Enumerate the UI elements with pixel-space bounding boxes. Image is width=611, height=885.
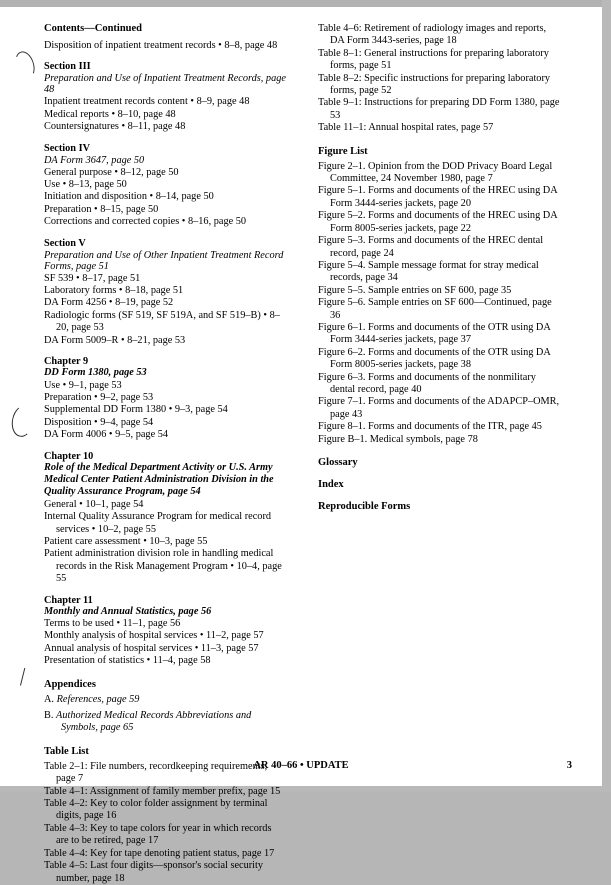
glossary-heading: Glossary [318, 457, 358, 468]
appendices-heading: Appendices [44, 678, 96, 690]
appendix-text: Authorized Medical Records Abbreviations and Symbols, page 65 [56, 710, 252, 734]
appendix-item [44, 694, 286, 706]
margin-mark-two [9, 403, 37, 439]
toc-entry: Laboratory forms • 8–18, page 51 [44, 285, 184, 297]
margin-mark-one [12, 49, 38, 81]
figure-list-entry: Figure 5–2. Forms and documents of the HREC using DA Form 8005-series jackets, page 22 [318, 210, 558, 234]
toc-entry: Use • 8–13, page 50 [44, 179, 127, 191]
chapter-title-11: Monthly and Annual Statistics, page 56 [44, 605, 212, 617]
table-list-entry: Table 8–2: Specific instructions for preparing laboratory forms, page 52 [318, 72, 551, 97]
toc-entry: Internal Quality Assurance Program for medical record services • 10–2, page 55 [44, 511, 272, 535]
appendix-item [44, 710, 286, 735]
scan-edge-right [602, 0, 611, 792]
reproducible-forms-heading: Reproducible Forms [318, 501, 411, 512]
toc-entry: Inpatient treatment records content • 8–9, page 48 [44, 96, 250, 108]
chapter-title-10: Role of the Medical Department Activity or U.S. Army Medical Center Patient Administration Division in the Quality Assurance Program, page 54 [44, 461, 274, 498]
toc-entry: Terms to be used • 11–1, page 56 [44, 618, 181, 629]
figure-list-heading: Figure List [318, 145, 368, 157]
toc-entry: Presentation of statistics • 11–4, page 58 [44, 655, 211, 667]
table-list-heading: Table List [44, 745, 89, 757]
appendix-text: References, page 59 [56, 693, 140, 705]
toc-entry: General purpose • 8–12, page 50 [44, 166, 179, 178]
footer-publication-label: AR 40–66 • UPDATE [253, 760, 349, 771]
toc-entry: DA Form 4006 • 9–5, page 54 [44, 429, 169, 441]
table-list-entry: Table 2–1: File numbers, recordkeeping requirements, page 7 [44, 760, 268, 785]
figure-list-entry: Figure 6–3. Forms and documents of the nonmilitary dental record, page 40 [318, 371, 536, 395]
right-column [318, 23, 560, 516]
table-list-entry: Table 4–4: Key for tape denoting patient status, page 17 [44, 847, 275, 859]
figure-list-entry: Figure 8–1. Forms and documents of the ITR, page 45 [318, 421, 542, 433]
toc-entry: Corrections and corrected copies • 8–16, page 50 [44, 216, 247, 228]
table-list-entry: Table 4–3: Key to tape colors for year in which records are to be retired, page 17 [44, 822, 272, 847]
toc-entry: Preparation • 9–2, page 53 [44, 391, 154, 403]
toc-entry: Disposition • 9–4, page 54 [44, 416, 154, 428]
table-list-entry: Table 4–1: Assignment of family member prefix, page 15 [44, 785, 281, 797]
toc-entry: Supplemental DD Form 1380 • 9–3, page 54 [44, 404, 228, 416]
toc-entry: Radiologic forms (SF 519, SF 519A, and SF 519–B) • 8–20, page 53 [44, 309, 280, 334]
table-list-entry: Table 9–1: Instructions for preparing DD Form 1380, page 53 [318, 97, 560, 121]
section-subtitle-v: Preparation and Use of Other Inpatient Treatment Record Forms, page 51 [44, 249, 284, 272]
table-list-entry: Table 4–2: Key to color folder assignment by terminal digits, page 16 [44, 798, 268, 822]
figure-list-entry: Figure 5–3. Forms and documents of the HREC dental record, page 24 [318, 235, 544, 259]
scan-edge-top [0, 0, 611, 7]
section-subtitle-iv: DA Form 3647, page 50 [44, 154, 145, 166]
chapter-heading-10: Chapter 10 [44, 450, 94, 462]
toc-entry: DA Form 5009–R • 8–21, page 53 [44, 334, 186, 346]
section-subtitle-iii: Preparation and Use of Inpatient Treatment Records, page 48 [44, 73, 286, 96]
toc-entry: Countersignatures • 8–11, page 48 [44, 121, 186, 133]
section-heading-v: Section V [44, 237, 86, 249]
toc-entry: Initiation and disposition • 8–14, page 50 [44, 191, 214, 203]
table-list-entry: Table 4–6: Retirement of radiology images and reports, DA Form 3443-series, page 18 [318, 23, 547, 47]
toc-entry: Patient care assessment • 10–3, page 55 [44, 535, 208, 547]
page-sheet [0, 7, 602, 884]
chapter-heading-9: Chapter 9 [44, 356, 89, 368]
figure-list-entry: Figure 6–1. Forms and documents of the OTR using DA Form 3444-series jackets, page 37 [318, 321, 551, 346]
figure-list-entry: Figure 5–1. Forms and documents of the HREC using DA Form 3444-series jackets, page 20 [318, 185, 558, 209]
margin-mark-three [20, 668, 35, 688]
toc-entry: General • 10–1, page 54 [44, 498, 144, 510]
figure-list-entry: Figure 5–4. Sample message format for stray medical records, page 34 [318, 259, 539, 284]
index-heading: Index [318, 479, 344, 490]
contents-continued-heading: Contents—Continued [44, 23, 143, 34]
figure-list-entry: Figure 7–1. Forms and documents of the ADAPCP–OMR, page 43 [318, 396, 560, 420]
figure-list-entry: Figure 5–5. Sample entries on SF 600, page 35 [318, 284, 512, 296]
table-list-entry: Table 8–1: General instructions for preparing laboratory forms, page 51 [318, 47, 549, 72]
table-list-entry: Table 4–5: Last four digits—sponsor's social security number, page 18 [44, 860, 264, 884]
toc-entry: Use • 9–1, page 53 [44, 379, 122, 391]
toc-entry: DA Form 4256 • 8–19, page 52 [44, 297, 174, 309]
appendix-label: A. [44, 693, 55, 705]
chapter-title-9: DD Form 1380, page 53 [44, 367, 147, 379]
figure-list-entry: Figure 6–2. Forms and documents of the OTR using DA Form 8005-series jackets, page 38 [318, 346, 551, 371]
section-heading-iii: Section III [44, 61, 91, 73]
figure-list-entry: Figure B–1. Medical symbols, page 78 [318, 433, 478, 445]
toc-entry: Disposition of inpatient treatment records • 8–8, page 48 [44, 40, 278, 51]
appendix-label: B. [44, 710, 54, 722]
toc-entry: Annual analysis of hospital services • 11–3, page 57 [44, 642, 259, 654]
page-number: 3 [566, 760, 572, 771]
section-heading-iv: Section IV [44, 142, 91, 154]
toc-entry: Patient administration division role in handling medical records in the Risk Management Program • 10–4, page 55 [44, 548, 282, 585]
table-list-entry: Table 11–1: Annual hospital rates, page 57 [318, 122, 494, 134]
figure-list-entry: Figure 2–1. Opinion from the DOD Privacy Board Legal Committee, 24 November 1980, page 7 [318, 160, 553, 185]
toc-entry: SF 539 • 8–17, page 51 [44, 272, 141, 284]
figure-list-entry: Figure 5–6. Sample entries on SF 600—Continued, page 36 [318, 297, 552, 321]
toc-entry: Medical reports • 8–10, page 48 [44, 108, 176, 120]
toc-entry: Monthly analysis of hospital services • 11–2, page 57 [44, 630, 264, 642]
toc-entry: Preparation • 8–15, page 50 [44, 203, 159, 215]
left-column [44, 23, 286, 885]
chapter-heading-11: Chapter 11 [44, 594, 93, 606]
